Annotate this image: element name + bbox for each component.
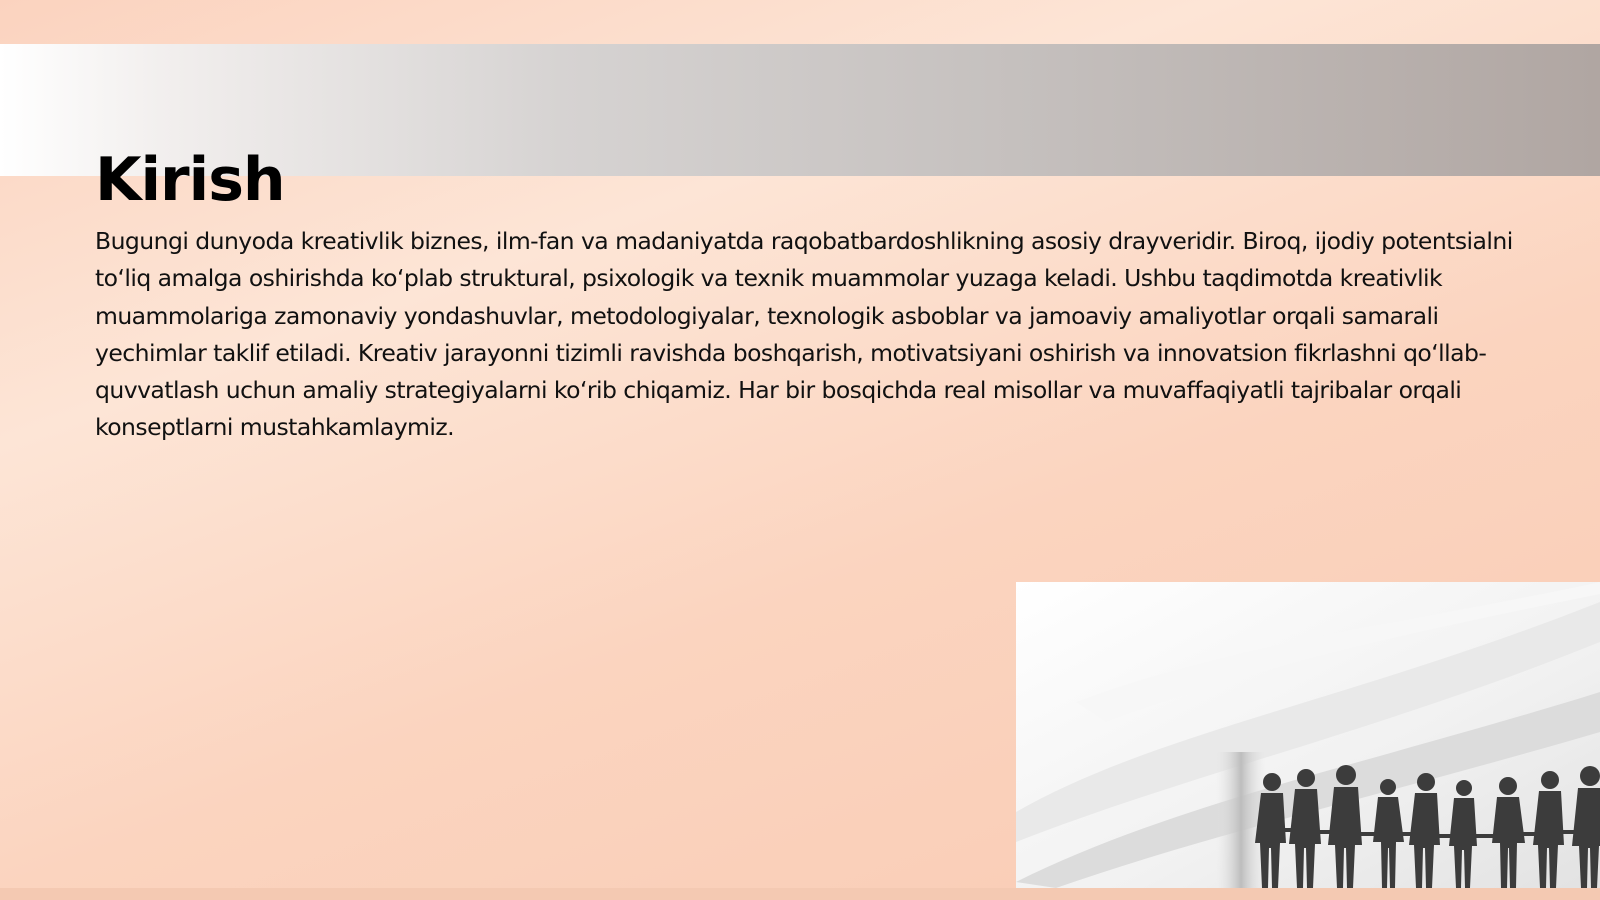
team-photo-graphic bbox=[1016, 582, 1600, 888]
slide-title: Kirish bbox=[95, 145, 285, 215]
bottom-strip bbox=[0, 888, 1600, 900]
team-photo bbox=[1016, 582, 1600, 888]
slide-body-text: Bugungi dunyoda kreativlik biznes, ilm-fan va madaniyatda raqobatbardoshlikning asosiy drayveridir. Biroq, ijodiy potentsialni to‘liq amalga oshirishda ko‘plab struktural, psixologik va texnik muammolar yuzaga keladi. Ushbu taqdimotda kreativlik muammolariga zamonaviy yondashuvlar, metodologiyalar, texnologik asboblar va jamoaviy amaliyotlar orqali samarali yechimlar taklif etiladi. Kreativ jarayonni tizimli ravishda boshqarish, motivatsiyani oshirish va innovatsion fikrlashni qo‘llab-quvvatlash uchun amaliy strategiyalarni ko‘rib chiqamiz. Har bir bosqichda real misollar va muvaffaqiyatli tajribalar orqali konseptlarni mustahkamlaymiz. bbox=[95, 227, 1513, 442]
